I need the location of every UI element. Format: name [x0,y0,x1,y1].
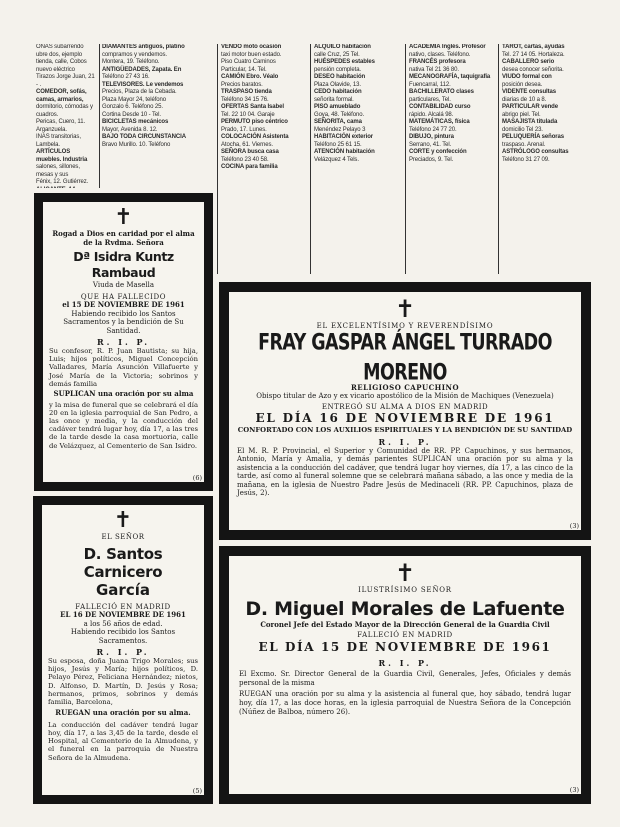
classified-line: VENDO moto ocasión [221,44,282,50]
comforted-line: CONFORTADO CON LOS AUXILIOS ESPIRITUALES Y LA BENDICIÓN DE SU SANTIDAD [237,426,573,434]
classifieds-column-6 [502,44,586,272]
body-text-2: RUEGAN una oración por su alma y la asistencia al funeral que, hoy sábado, tendrá lugar hoy, día 17, a las doce horas, en la iglesia parroquial de Nuestra Señora de la Concepción (Núñez de Balboa, número 26). [239,689,571,716]
supplicate-line: SUPLICAN una oración por su alma [53,389,194,399]
deceased-name: FRAY GASPAR ÁNGEL TURRADO MORENO [258,330,552,385]
classified-line: OFERTAS Santa Isabel [221,104,284,110]
column-rule [217,44,218,274]
classifieds-column-3 [221,44,307,272]
classified-line: CABALLERO serio [502,59,555,65]
classified-line: Piso Cuatro Caminos [221,59,276,65]
classified-line: taxi motor buen estado. [221,51,282,58]
classified-line: Goya, 48. Teléfono. [314,111,365,118]
classified-line: diarias de 10 a 8. [502,96,547,103]
classified-line: ATENCIÓN habitación [314,149,375,155]
classified-line: Teléfono 25 61 15. [314,141,362,148]
rip-line: R. I. P. [96,337,150,347]
role-line: Obispo titular de Azo y ex vicario apostólico de la Misión de Machiques (Venezuela) [256,392,554,400]
supplicate-line: RUEGAN una oración por su alma. [55,708,191,718]
classified-line: Cortina Desde 10 - Tel. [102,111,161,118]
classified-line: Teléfono 31 27 09. [502,156,550,163]
classified-line: Prado, 17. Lunes. [221,126,267,133]
obituary-santos-carnicero [33,496,213,804]
classified-line: nativa Tel 21 36 80. [409,66,459,73]
classified-line: Preciados, 9. Tel. [409,156,454,163]
classified-line: Teléfono 24 77 20. [409,126,457,133]
classified-line: Tel. 22 10 04. Garaje [221,111,275,118]
gave-line: ENTREGÓ SU ALMA A DIOS EN MADRID [321,402,489,411]
classified-line: DIBUJO, pintura [409,134,454,140]
classified-line: calle Cruz, 25 Tel. [314,51,360,58]
rip-line: R. I. P. [96,647,150,657]
classified-line: Fuencarral, 112. [409,81,451,88]
classified-line: Mayor, Avenida 8. 12. [102,126,158,133]
classified-line: Tel. 27 14 05. Hortaleza. [502,51,565,58]
classified-line: pensión completa. [314,66,361,73]
classified-line: DIAMANTES antiguos, platino [102,44,185,50]
classified-line: nativo, clases. Teléfono. [409,51,471,58]
classified-line: Menéndez Pelayo 3 [314,126,366,133]
classified-line: Particular, 14. Tel. [221,66,267,73]
classified-line: PERMUTO piso céntrico [221,119,288,125]
classified-line: PARTICULAR vende [502,104,558,110]
classified-line: VIUDO formal con [502,74,552,80]
classified-line: COCINA para familia [221,164,278,170]
classified-line: PISO amueblado [314,104,361,110]
classified-line: FRANCÉS profesora [409,59,466,65]
death-date: EL 16 DE NOVIEMBRE DE 1961 [60,610,186,619]
classified-line: Atocha, 61. Viernes. [221,141,273,148]
classified-line: abrigo piel. Tel. [502,111,541,118]
classifieds-column-1 [36,44,96,188]
classified-line: señorita formal. [314,96,354,103]
classified-line: CONTABILIDAD curso [409,104,471,110]
classified-line: Tirazos Jorge Juan, 21 - . [36,74,95,88]
classified-line: TELEVISORES. Le vendemos [102,81,184,88]
classified-line: Plaza Mayor 24, teléfono [102,96,166,103]
classified-line: BICICLETAS mecánicos [102,119,169,125]
classified-line: TAROT, cartas, ayudas [502,44,565,50]
deceased-surname: García [96,580,150,599]
obituary-miguel-morales [219,546,591,804]
classified-line: dormitorio, cómodas y cuadros. [36,104,93,118]
reference-number: (3) [569,522,579,530]
reference-number: (3) [569,786,579,794]
classified-line: Plaza Olavide, 13. [314,81,361,88]
classified-line: CAMIÓN Ebro. Véalo [221,74,279,80]
reference-number: (6) [192,474,202,482]
prayer-line: Rogad a Dios en caridad por el alma de la Rvdma. Señora [52,229,195,247]
death-date: el 15 DE NOVIEMBRE DE 1961 [62,300,185,309]
classified-line: BAJO TODA CIRCUNSTANCIA [102,134,186,140]
classified-line: MASAJISTA titulada [502,119,558,125]
classified-line: DESEO habitación [314,74,366,80]
died-line: FALLECIÓ EN MADRID [357,631,453,639]
classified-line: Teléfono 23 40 58. [221,156,269,163]
classified-line: COMEDOR, sofás, camas, armarios, [36,89,87,103]
column-rule [310,44,311,274]
classified-line: ONAS subarrendo ubre dos, ejemplo [36,44,84,58]
sacraments-line: Habiendo recibido los Santos Sacramentos. [70,628,176,645]
classified-line: ANTIGÜEDADES, Zapata. En [102,66,182,73]
title-line: EL SEÑOR [101,533,145,541]
classified-line: Bravo Murillo. 10. Teléfono [102,141,171,148]
sacraments-line: Habiendo recibido los Santos Sacramentos y la bendición de Su Santidad. [63,309,184,335]
classified-line: Montera, 19. Teléfono. [102,59,160,65]
obituary-fray-gaspar [219,282,591,540]
title-line: ILUSTRÍSIMO SEÑOR [358,586,452,594]
classified-line: CEDO habitación [314,89,362,95]
cross-icon: ✝ [114,205,133,230]
classified-line: ACADEMIA Inglés. Profesor [409,44,486,50]
classified-line: INAS transitorias, Lambela. [36,134,81,148]
classified-line: Fénix, 12. Gutiérrez. [36,179,89,185]
deceased-name: Dª Isidra Kuntz Rambaud [73,249,174,280]
death-date: EL DÍA 15 DE NOVIEMBRE DE 1961 [258,639,552,654]
order-line: RELIGIOSO CAPUCHINO [350,382,460,392]
body-text: El M. R. P. Provincial, el Superior y Comunidad de RR. PP. Capuchinos, y sus hermanos, Antonio, María y Amalia, y demás parientes SUPLICAN una oración por su alma y la asistencia a la conducción del cadáver, que tendrá lugar hoy viernes, día 17, a las cinco de la tarde, así como al funeral solemne que se celebrará mañana sábado, a las once y media de la mañana, en la iglesia de Nuestro Padre Jesús de Medinaceli (RR. PP. Capuchinos, plaza de Jesús, 2). [237,446,573,497]
classified-line: desea conocer señorita. [502,66,564,73]
classified-line: HABITACIÓN exterior [314,134,373,140]
column-rule [498,44,499,274]
family-line: Su confesor, R. P. Juan Bautista; su hija, Luis; hijos políticos, Miguel Concepción Valladares, María Asunción Villafuerte y José María de la Victoria; sobrinos y demás familia [49,347,198,388]
classified-line: posición desea. [502,81,543,88]
died-line: FALLECIÓ EN MADRID [75,602,171,611]
classified-line: HUÉSPEDES estables [314,59,375,65]
reference-number: (5) [192,787,202,795]
family-line: Su esposa, doña Juana Trigo Morales; sus hijos, Jesús y María; hijos políticos, D. Pelayo Pérez, Feliciana Hernández; nietos, D. Alfonso, D. Martín, D. Jesús y Rosa; hermanos, primos, sobrinos y demás familia, Barcelona, [48,657,198,707]
title-line: EL EXCELENTÍSIMO Y REVERENDÍSIMO [316,322,494,330]
classified-line: ALQUILO habitación [314,44,371,50]
classified-line: SEÑORITA, cama [314,119,362,125]
deceased-name: D. Santos Carnicero [83,544,163,581]
classified-line: Serrano, 41. Tel. [409,141,452,148]
classified-line: VIDENTE consultas [502,89,556,95]
classifieds-column-4 [314,44,402,272]
column-rule [405,44,406,274]
classified-line: Velázquez 4 Tels. [314,156,359,163]
cross-icon: ✝ [113,508,133,533]
cross-icon: ✝ [394,559,416,587]
classified-line: particulares, Tel. [409,96,451,103]
classified-line: COLOCACIÓN Asistenta [221,134,289,140]
column-rule [99,44,100,188]
classified-line: Gonzalo 6. Teléfono 25. [102,104,163,110]
classified-line: domicilio Tel 23. [502,126,543,133]
classified-line: compramos y vendemos. [102,51,167,58]
obituary-isidra-kuntz [34,193,213,491]
deceased-name: D. Miguel Morales de Lafuente [245,597,565,620]
classified-line: ASTRÓLOGO consultas [502,149,569,155]
funeral-line: y la misa de funeral que se celebrará el día 20 en la iglesia parroquial de San Pedro, a las once y media, y la conducción del cadáver tendrá lugar hoy, día 17, a las tres de la tarde desde la casa mortuoria, calle de Velázquez, al Cementerio de San Isidro. [49,400,198,450]
death-date: EL DÍA 16 DE NOVIEMBRE DE 1961 [255,411,555,425]
classified-line: TRASPASO tienda [221,89,272,95]
classified-line: traspaso. Arenal. [502,141,546,148]
died-line: QUE HA FALLECIDO [80,292,167,301]
rip-line: R. I. P. [378,436,432,447]
classified-line: Precios baratos. [221,81,263,88]
classified-line: MATEMÁTICAS, física [409,119,470,125]
classified-line: CORTE y confección [409,149,467,155]
classified-line [36,187,96,189]
classified-line: tienda, calle, Cobos nuevo eléctrico [36,59,87,73]
classifieds-column-2 [102,44,214,188]
widow-line: Viuda de Masella [92,281,155,289]
body-text: El Excmo. Sr. Director General de la Guardia Civil, Generales, Jefes, Oficiales y demás personal de la misma [239,669,571,687]
classified-line: rápido. Alcalá 98. [409,111,454,118]
classified-line: Teléfono 34 15 76. [221,96,269,103]
classifieds-column-5 [409,44,495,272]
cross-icon: ✝ [394,295,416,323]
funeral-line: La conducción del cadáver tendrá lugar hoy, día 17, a las 3,45 de la tarde, desde el Hospital, al Cementerio de la Almudena, y el funeral en la parroquia de Nuestra Señora de la Almudena. [48,720,198,762]
classified-line: Pericas, Cuero, 11. Arganzuela. [36,119,86,133]
classified-line: MECANOGRAFÍA, taquigrafía [409,74,491,80]
rip-line: R. I. P. [378,657,432,668]
classified-line: salones, sillones, mesas y sus [36,164,80,178]
role-line: Coronel Jefe del Estado Mayor de la Dirección General de la Guardia Civil [260,619,550,629]
classified-line: ARTÍCULOS muebles. Industria [36,149,88,163]
classified-line: SEÑORA busca casa [221,149,279,155]
classified-line: Precios, Plaza de la Cebada. [102,89,177,95]
classified-line: PELUQUERÍA señoras [502,134,564,140]
classified-line: BACHILLERATO clases [409,89,474,95]
classified-line: Teléfono 27 43 16. [102,74,150,80]
age-line: a los 56 años de edad. [83,619,163,628]
